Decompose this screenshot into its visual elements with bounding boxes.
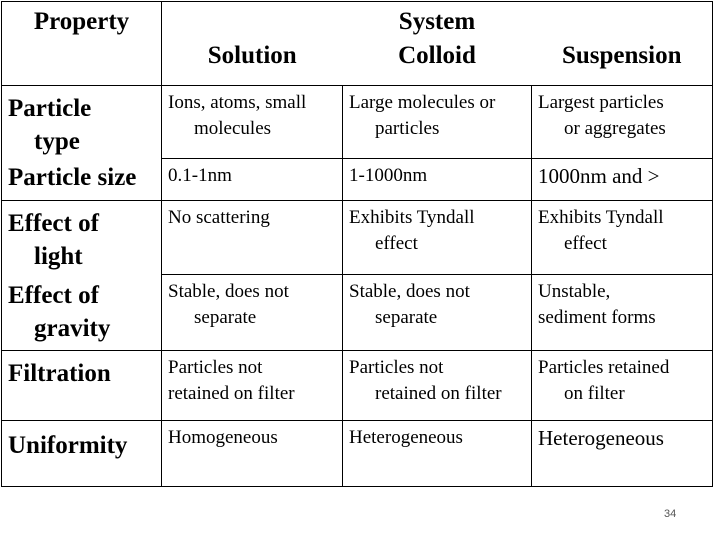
cell-colloid: [343, 86, 532, 159]
table-row: [2, 159, 713, 201]
cell-line: Large molecules or: [349, 92, 496, 113]
header-property: Property: [2, 2, 162, 86]
cell-suspension: [532, 421, 713, 487]
header-colloid: Colloid: [343, 42, 532, 86]
cell-suspension: [532, 275, 713, 351]
cell-line: effect: [375, 233, 418, 254]
cell-line: Homogeneous: [168, 427, 278, 448]
cell-colloid: [343, 421, 532, 487]
cell-suspension: [532, 159, 713, 201]
cell-line: Exhibits Tyndall: [538, 207, 664, 228]
cell-line: sediment forms: [538, 307, 656, 328]
cell-colloid: [343, 275, 532, 351]
cell-line: Exhibits Tyndall: [349, 207, 475, 228]
property-line: Effect of: [8, 210, 99, 237]
cell-colloid: [343, 201, 532, 275]
header-suspension: Suspension: [532, 42, 713, 86]
cell-line: Ions, atoms, small: [168, 92, 307, 113]
cell-line: separate: [375, 307, 438, 328]
cell-line: separate: [194, 307, 257, 328]
table-row: [2, 421, 713, 487]
cell-line: 0.1-1nm: [168, 165, 232, 186]
cell-line: molecules: [194, 118, 272, 139]
row-property: [2, 159, 162, 201]
cell-line: 1-1000nm: [349, 165, 428, 186]
header-solution: Solution: [162, 42, 343, 86]
row-property: [2, 275, 162, 351]
row-property: [2, 351, 162, 421]
table-row: [2, 351, 713, 421]
row-property: [2, 421, 162, 487]
cell-line: Stable, does not: [168, 281, 289, 302]
cell-solution: [162, 275, 343, 351]
cell-solution: [162, 421, 343, 487]
cell-colloid: [343, 159, 532, 201]
cell-suspension: [532, 351, 713, 421]
property-line: Particle: [8, 95, 92, 122]
cell-solution: [162, 86, 343, 159]
property-line: Effect of: [8, 281, 99, 309]
property-line: Filtration: [8, 360, 111, 387]
cell-line: Particles not: [349, 357, 444, 378]
table-row: [2, 201, 713, 275]
cell-line: Particles retained: [538, 357, 670, 378]
property-line: type: [34, 128, 80, 155]
cell-line: Particles not: [168, 357, 263, 378]
cell-line: Stable, does not: [349, 281, 470, 302]
cell-line: retained on filter: [375, 383, 502, 404]
cell-line: particles: [375, 118, 440, 139]
cell-line: effect: [564, 233, 607, 254]
cell-suspension: [532, 201, 713, 275]
row-property: [2, 86, 162, 159]
cell-line: or aggregates: [564, 118, 666, 139]
cell-line: No scattering: [168, 207, 270, 228]
cell-line: Largest particles: [538, 92, 664, 113]
cell-colloid: [343, 351, 532, 421]
cell-solution: [162, 351, 343, 421]
cell-solution: [162, 159, 343, 201]
cell-line: 1000nm and >: [538, 164, 660, 188]
row-property: [2, 201, 162, 275]
property-line: light: [34, 243, 83, 270]
cell-line: Heterogeneous: [349, 427, 463, 448]
cell-line: on filter: [564, 383, 625, 404]
property-line: Uniformity: [8, 432, 128, 459]
comparison-table: [1, 1, 713, 487]
header-system: System: [162, 2, 713, 42]
property-line: Particle size: [8, 163, 137, 191]
cell-solution: [162, 201, 343, 275]
property-line: gravity: [34, 314, 111, 342]
table-row: [2, 275, 713, 351]
cell-line: retained on filter: [168, 383, 295, 404]
cell-line: Unstable,: [538, 281, 611, 302]
cell-line: Heterogeneous: [538, 426, 664, 450]
table-row: [2, 86, 713, 159]
page-number: 34: [664, 508, 677, 520]
cell-suspension: [532, 86, 713, 159]
